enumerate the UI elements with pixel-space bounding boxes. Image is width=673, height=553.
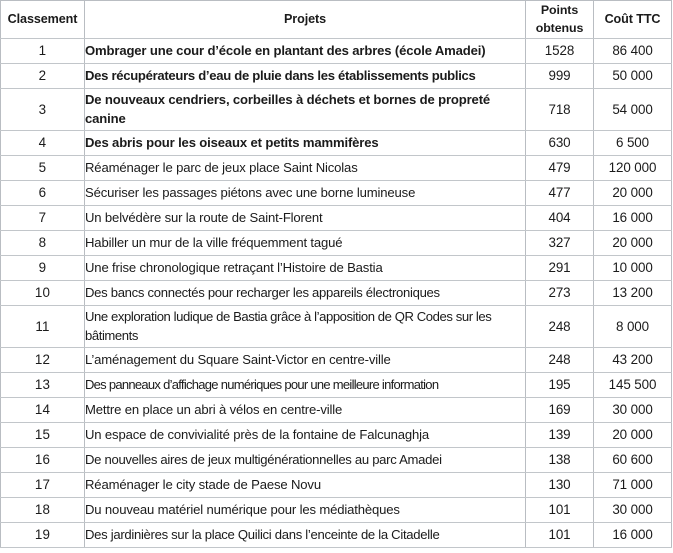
column-header-points-line1: Points	[540, 2, 579, 17]
cell-cout: 10 000	[594, 256, 672, 281]
table-row	[1, 348, 672, 373]
cell-projet: Des jardinières sur la place Quilici dans l’enceinte de la Citadelle	[85, 523, 526, 548]
column-header-classement: Classement	[1, 1, 85, 39]
cell-classement: 5	[1, 156, 85, 181]
cell-cout: 13 200	[594, 281, 672, 306]
cell-classement: 17	[1, 473, 85, 498]
cell-points: 139	[526, 423, 594, 448]
table-row	[1, 448, 672, 473]
cell-points: 101	[526, 498, 594, 523]
cell-cout: 50 000	[594, 64, 672, 89]
cell-points: 248	[526, 348, 594, 373]
cell-points: 999	[526, 64, 594, 89]
table-row	[1, 131, 672, 156]
table-row	[1, 206, 672, 231]
cell-classement: 12	[1, 348, 85, 373]
cell-projet: Ombrager une cour d’école en plantant des arbres (école Amadei)	[85, 39, 526, 64]
cell-projet: Réaménager le parc de jeux place Saint Nicolas	[85, 156, 526, 181]
cell-classement: 13	[1, 373, 85, 398]
table-row	[1, 256, 672, 281]
cell-points: 630	[526, 131, 594, 156]
table-row	[1, 39, 672, 64]
cell-projet: Sécuriser les passages piétons avec une borne lumineuse	[85, 181, 526, 206]
cell-classement: 18	[1, 498, 85, 523]
table-row	[1, 473, 672, 498]
cell-classement: 9	[1, 256, 85, 281]
cell-points: 291	[526, 256, 594, 281]
cell-cout: 8 000	[594, 306, 672, 348]
cell-classement: 10	[1, 281, 85, 306]
table-header	[1, 1, 672, 39]
cell-cout: 120 000	[594, 156, 672, 181]
cell-projet: De nouveaux cendriers, corbeilles à déchets et bornes de propreté canine	[85, 89, 526, 131]
cell-projet: Une exploration ludique de Bastia grâce à l’apposition de QR Codes sur les bâtiments	[85, 306, 526, 348]
cell-classement: 19	[1, 523, 85, 548]
cell-cout: 6 500	[594, 131, 672, 156]
column-header-points-obtenus	[526, 1, 594, 39]
table-row	[1, 156, 672, 181]
cell-points: 1528	[526, 39, 594, 64]
cell-classement: 4	[1, 131, 85, 156]
cell-classement: 3	[1, 89, 85, 131]
cell-cout: 60 600	[594, 448, 672, 473]
cell-cout: 20 000	[594, 423, 672, 448]
cell-classement: 7	[1, 206, 85, 231]
cell-points: 273	[526, 281, 594, 306]
cell-projet: Des bancs connectés pour recharger les appareils électroniques	[85, 281, 526, 306]
cell-points: 718	[526, 89, 594, 131]
table-row	[1, 231, 672, 256]
cell-cout: 16 000	[594, 206, 672, 231]
cell-points: 101	[526, 523, 594, 548]
cell-cout: 86 400	[594, 39, 672, 64]
cell-cout: 145 500	[594, 373, 672, 398]
cell-classement: 15	[1, 423, 85, 448]
cell-projet: Du nouveau matériel numérique pour les médiathèques	[85, 498, 526, 523]
cell-projet: Un belvédère sur la route de Saint-Florent	[85, 206, 526, 231]
cell-classement: 2	[1, 64, 85, 89]
cell-projet: Des panneaux d’affichage numériques pour une meilleure information	[85, 373, 526, 398]
table-row	[1, 281, 672, 306]
cell-points: 169	[526, 398, 594, 423]
cell-cout: 54 000	[594, 89, 672, 131]
cell-points: 130	[526, 473, 594, 498]
cell-classement: 11	[1, 306, 85, 348]
table-header-row	[1, 1, 672, 39]
cell-cout: 43 200	[594, 348, 672, 373]
cell-points: 195	[526, 373, 594, 398]
cell-points: 327	[526, 231, 594, 256]
table-row	[1, 398, 672, 423]
cell-classement: 16	[1, 448, 85, 473]
column-header-points-line2: obtenus	[535, 20, 584, 35]
cell-classement: 8	[1, 231, 85, 256]
cell-points: 404	[526, 206, 594, 231]
cell-projet: Des abris pour les oiseaux et petits mammifères	[85, 131, 526, 156]
cell-cout: 71 000	[594, 473, 672, 498]
table-row	[1, 423, 672, 448]
cell-projet: De nouvelles aires de jeux multigénérationnelles au parc Amadei	[85, 448, 526, 473]
table-row	[1, 306, 672, 348]
table-row	[1, 523, 672, 548]
cell-cout: 30 000	[594, 398, 672, 423]
cell-cout: 30 000	[594, 498, 672, 523]
cell-cout: 16 000	[594, 523, 672, 548]
table-row	[1, 498, 672, 523]
cell-projet: Habiller un mur de la ville fréquemment tagué	[85, 231, 526, 256]
cell-cout: 20 000	[594, 181, 672, 206]
table-body	[1, 39, 672, 548]
cell-classement: 14	[1, 398, 85, 423]
cell-projet: Des récupérateurs d’eau de pluie dans les établissements publics	[85, 64, 526, 89]
column-header-projets: Projets	[85, 1, 526, 39]
cell-projet: L’aménagement du Square Saint-Victor en centre-ville	[85, 348, 526, 373]
table-row	[1, 89, 672, 131]
column-header-cout-ttc: Coût TTC	[594, 1, 672, 39]
table-row	[1, 373, 672, 398]
cell-cout: 20 000	[594, 231, 672, 256]
cell-classement: 1	[1, 39, 85, 64]
table-row	[1, 64, 672, 89]
cell-classement: 6	[1, 181, 85, 206]
cell-projet: Mettre en place un abri à vélos en centre-ville	[85, 398, 526, 423]
cell-points: 477	[526, 181, 594, 206]
cell-points: 479	[526, 156, 594, 181]
cell-points: 248	[526, 306, 594, 348]
table-row	[1, 181, 672, 206]
cell-projet: Réaménager le city stade de Paese Novu	[85, 473, 526, 498]
cell-projet: Un espace de convivialité près de la fontaine de Falcunaghja	[85, 423, 526, 448]
cell-points: 138	[526, 448, 594, 473]
cell-projet: Une frise chronologique retraçant l’Histoire de Bastia	[85, 256, 526, 281]
